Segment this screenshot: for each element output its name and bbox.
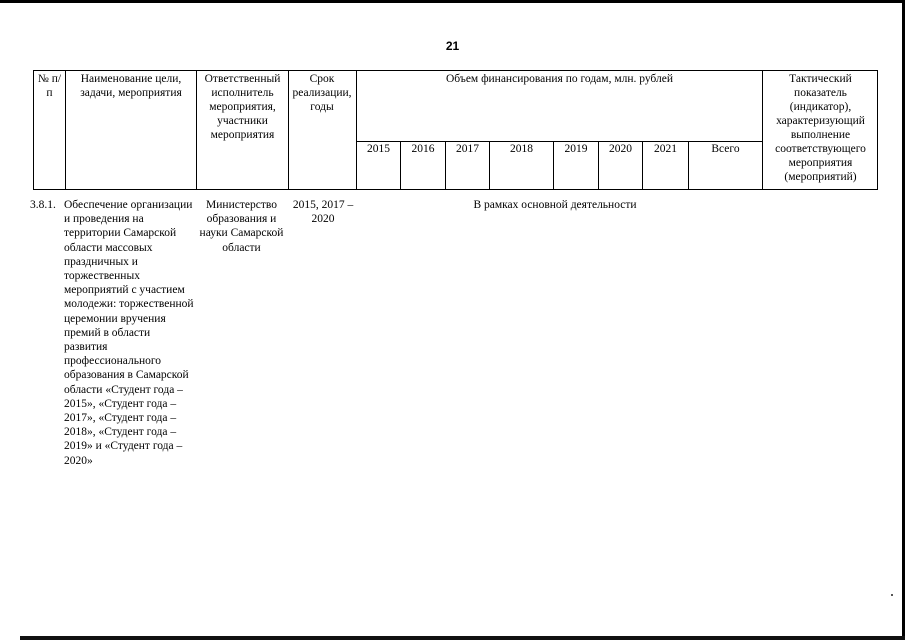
year-cell: 2016 xyxy=(411,143,435,155)
year-cell: 2019 xyxy=(564,143,588,155)
column-divider xyxy=(762,70,763,190)
column-divider xyxy=(196,70,197,190)
header-name: Наименование цели, задачи, мероприятия xyxy=(80,73,182,99)
row-name-text: Обеспечение организации и проведения на территории Самарской области массовых праздничных и торжественных мероприятий с участием молодежи: торжественной церемонии вручения премий в области развития профессионального образования в Самарской области «Студент года – 2015», «Студент года – 2017», «Студент года – 2018», «Студент года – 2019» и «Студент года – 2020» xyxy=(64,199,194,467)
header-term: Срок реализации, годы xyxy=(292,73,352,113)
year-cell: 2020 xyxy=(609,143,632,155)
row-number: 3.8.1. xyxy=(30,199,56,211)
header-num: № п/п xyxy=(37,73,62,99)
row-term: 2015, 2017 – 2020 xyxy=(292,199,354,226)
header-funding: Объем финансирования по годам, млн. рублей xyxy=(446,73,673,85)
header-responsible: Ответственный исполнитель мероприятия, участники мероприятия xyxy=(204,73,281,141)
page-frame-top-border xyxy=(0,0,905,3)
page-number: 21 xyxy=(445,39,460,53)
row-responsible: Министерство образования и науки Самарской области xyxy=(199,199,284,254)
scan-speck xyxy=(891,594,893,596)
header-indicator: Тактический показатель (индикатор), характеризующий выполнение соответствующего мероприятия (мероприятий) xyxy=(775,73,866,183)
row-name xyxy=(63,198,196,468)
page-frame-bottom-border xyxy=(20,636,905,640)
row-funding: В рамках основной деятельности xyxy=(473,199,637,211)
year-cell: 2015 xyxy=(367,143,390,155)
year-cell: 2018 xyxy=(510,143,533,155)
column-divider xyxy=(65,70,66,190)
year-cell: 2021 xyxy=(654,143,677,155)
year-cell: 2017 xyxy=(456,143,479,155)
year-cell: Всего xyxy=(711,143,740,155)
